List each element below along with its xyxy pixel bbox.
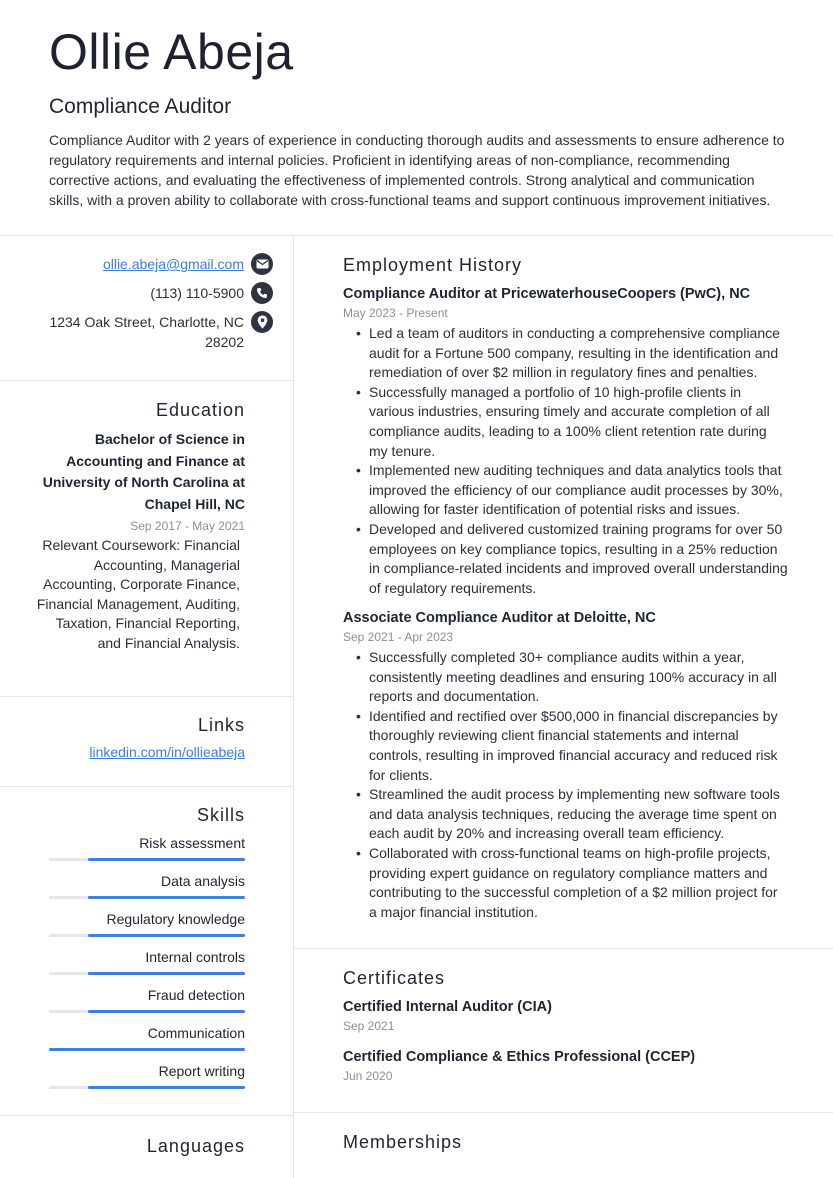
column-divider — [293, 235, 294, 1178]
skill-item — [49, 986, 245, 1013]
main-divider — [293, 948, 833, 949]
map-pin-icon — [251, 311, 273, 333]
job-bullet: • Identified and rectified over $500,000 in financial discrepancies by thoroughly reviewing client financial statements and internal controls, resulting in improved financial accuracy and reduced risk for clients. — [343, 707, 788, 785]
skill-item — [49, 834, 245, 861]
address-text: 1234 Oak Street, Charlotte, NC 28202 — [49, 314, 244, 350]
job-title: Compliance Auditor at PricewaterhouseCoopers (PwC), NC — [343, 286, 751, 302]
candidate-name: Ollie Abeja — [49, 24, 294, 80]
job-bullet: • Streamlined the audit process by implementing new software tools and data analysis techniques, reducing the average time spent on each audit by 20% and increasing overall team efficiency. — [343, 785, 788, 844]
skill-name: Fraud detection — [147, 987, 245, 1003]
skill-name: Internal controls — [145, 949, 245, 965]
phone-icon — [251, 282, 273, 304]
skill-item — [49, 1062, 245, 1089]
sidebar-divider — [0, 786, 293, 787]
certificate-title: Certified Internal Auditor (CIA) — [343, 999, 552, 1015]
skill-level-fill — [88, 1086, 245, 1089]
contact-phone-row — [13, 283, 273, 304]
certificate-item — [343, 1047, 695, 1084]
phone-number: (113) 110-5900 — [150, 285, 244, 301]
skill-level-track — [49, 896, 245, 899]
certificate-item — [343, 997, 552, 1034]
skill-level-fill — [88, 972, 245, 975]
certificate-date: Jun 2020 — [343, 1069, 393, 1083]
job-bullets — [343, 324, 788, 598]
skill-level-track — [49, 972, 245, 975]
skill-name: Data analysis — [160, 873, 245, 889]
skill-name: Communication — [147, 1025, 245, 1041]
employment-heading: Employment History — [343, 255, 523, 275]
job-entry — [343, 284, 788, 598]
skill-name: Report writing — [158, 1063, 245, 1079]
job-bullet: • Implemented new auditing techniques and data analytics tools that improved the efficiency of our compliance audit processes by 30%, allowing for faster identification of potential risks and issues. — [343, 461, 788, 520]
education-date: Sep 2017 - May 2021 — [130, 519, 245, 533]
job-bullet: • Collaborated with cross-functional teams on high-profile projects, providing expert guidance on regulatory compliance matters and contributing to the successful completion of a $2 million project for a major financial institution. — [343, 844, 788, 922]
skill-item — [49, 872, 245, 899]
certificates-heading: Certificates — [343, 968, 446, 988]
skill-item — [49, 1024, 245, 1051]
skill-level-fill — [88, 1010, 245, 1013]
resume-header — [49, 22, 789, 210]
links-heading: Links — [197, 715, 245, 735]
skill-level-track — [49, 858, 245, 861]
memberships-heading: Memberships — [343, 1132, 463, 1152]
job-bullet: • Led a team of auditors in conducting a comprehensive compliance audit for a Fortune 500 company, resulting in the identification and remediation of over $2 million in regulatory fines and penalties. — [343, 324, 788, 383]
skill-level-fill — [88, 896, 245, 899]
email-link[interactable]: ollie.abeja@gmail.com — [102, 256, 244, 272]
contact-block — [13, 254, 273, 360]
skill-item — [49, 948, 245, 975]
job-bullet: • Developed and delivered customized training programs for over 50 employees on key compliance topics, resulting in a 25% reduction in compliance-related incidents and improved overall understanding of regulatory requirements. — [343, 520, 788, 598]
education-heading: Education — [155, 400, 245, 420]
skills-heading: Skills — [196, 805, 245, 825]
sidebar-divider — [0, 696, 293, 697]
contact-email-row — [13, 254, 273, 275]
job-entry — [343, 608, 788, 922]
skill-level-fill — [88, 858, 245, 861]
education-coursework: Relevant Coursework: Financial Accounting, Managerial Accounting, Corporate Finance, Financial Management, Auditing, Taxation, Financial Reporting, and Financial Analysis. — [36, 537, 240, 651]
summary-paragraph: Compliance Auditor with 2 years of experience in conducting thorough audits and assessments to ensure adherence to regulatory requirements and internal policies. Proficient in identifying areas of non-compliance, recommending corrective actions, and evaluating the effectiveness of implemented controls. Strong analytical and communication skills, with a proven ability to collaborate with cross-functional teams and support continuous improvement initiatives. — [49, 132, 785, 208]
job-title-heading: Compliance Auditor — [49, 95, 232, 118]
job-date: Sep 2021 - Apr 2023 — [343, 630, 454, 644]
skill-name: Regulatory knowledge — [106, 911, 245, 927]
job-bullet: • Successfully completed 30+ compliance audits within a year, consistently meeting deadlines and ensuring 100% accuracy in all reports and documentation. — [343, 648, 788, 707]
skill-level-fill — [49, 1048, 245, 1051]
job-bullet: • Successfully managed a portfolio of 10 high-profile clients in various industries, ensuring timely and accurate completion of all compliance audits, leading to a 100% client retention rate during my tenure. — [343, 383, 788, 461]
skill-level-track — [49, 1086, 245, 1089]
job-bullets — [343, 648, 788, 922]
skill-name: Risk assessment — [139, 835, 245, 851]
certificate-title: Certified Compliance & Ethics Professional (CCEP) — [343, 1049, 696, 1065]
sidebar-divider — [0, 380, 293, 381]
sidebar-divider — [0, 1115, 293, 1116]
job-title: Associate Compliance Auditor at Deloitte, NC — [343, 610, 656, 626]
skill-level-track — [49, 1010, 245, 1013]
job-date: May 2023 - Present — [343, 306, 448, 320]
links-block — [89, 744, 245, 762]
header-divider — [0, 235, 833, 236]
main-divider — [293, 1112, 833, 1113]
skill-item — [49, 910, 245, 937]
skill-level-fill — [88, 934, 245, 937]
education-block — [35, 429, 245, 653]
skill-level-track — [49, 1048, 245, 1051]
education-degree: Bachelor of Science in Accounting and Finance at University of North Carolina at Chapel Hill, NC — [42, 431, 245, 512]
certificate-date: Sep 2021 — [343, 1019, 395, 1033]
contact-address-row — [13, 312, 273, 352]
envelope-icon — [251, 253, 273, 275]
languages-heading: Languages — [146, 1136, 245, 1156]
linkedin-link[interactable]: linkedin.com/in/ollieabeja — [89, 744, 245, 760]
skill-level-track — [49, 934, 245, 937]
